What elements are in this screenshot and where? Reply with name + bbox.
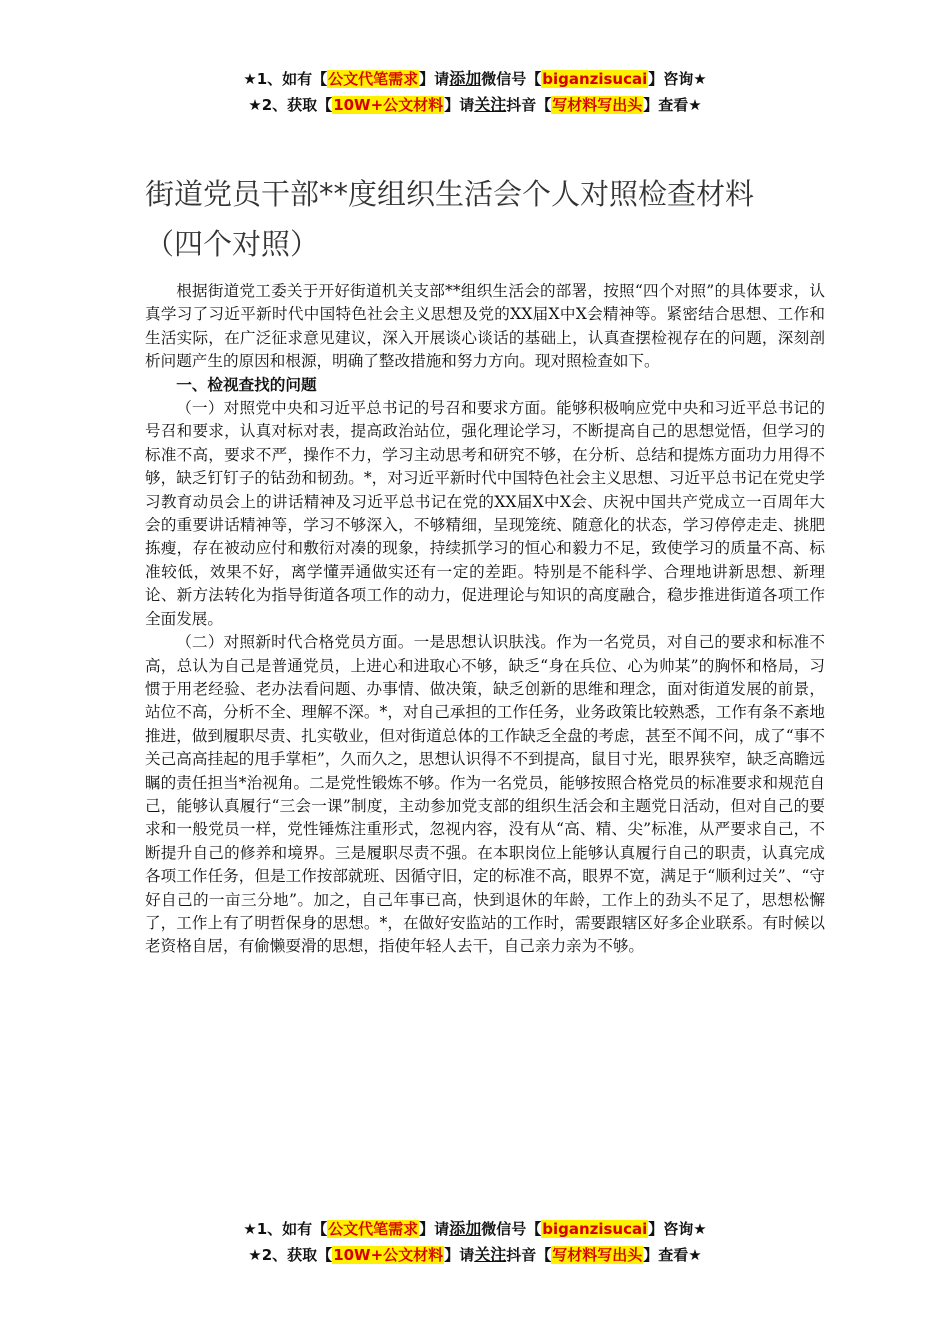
highlight-text: 10W+公文材料 [333,96,444,114]
document-title: 街道党员干部**度组织生活会个人对照检查材料（四个对照） [145,177,755,262]
promo-text: 】请 [419,1220,450,1238]
highlight-text: biganzisucai [542,70,648,88]
intro-paragraph: 根据街道党工委关于开好街道机关支部**组织生活会的部署，按照“四个对照”的具体要求，认真学习了习近平新时代中国特色社会主义思想及党的XX届X中X会精神等。紧密结合思想、工作和生活实际，在广泛征求意见建议，深入开展谈心谈话的基础上，认真查摆检视存在的问题，深刻剖析问题产生的原因和根源，明确了整改措施和努力方向。现对照检查如下。 [145,282,825,371]
promo-text: 】请 [444,1246,475,1264]
promo-banner-top [0,66,950,118]
promo-text: 抖音【 [506,96,552,114]
promo-text: 微信号【 [481,1220,542,1238]
highlight-text: 写材料写出头 [552,1246,643,1264]
promo-text: 】查看★ [643,96,702,114]
emphasis-text: 添加 [449,1219,482,1238]
promo-text: 】咨询★ [648,70,707,88]
highlight-text: 10W+公文材料 [333,1246,444,1264]
paragraph-1: （一）对照党中央和习近平总书记的号召和要求方面。能够积极响应党中央和习近平总书记的号召和要求，认真对标对表，提高政治站位，强化理论学习，不断提高自己的思想觉悟，但学习的标准不高，要求不严，操作不力，学习主动思考和研究不够，在分析、总结和提炼方面功力用得不够，缺乏钉钉子的钻劲和韧劲。*，对习近平新时代中国特色社会主义思想、习近平总书记在党史学习教育动员会上的讲话精神及习近平总书记在党的XX届X中X会、庆祝中国共产党成立一百周年大会的重要讲话精神等，学习不够深入，不够精细，呈现笼统、随意化的状态，学习停停走走、挑肥拣瘦，存在被动应付和敷衍对凑的现象，持续抓学习的恒心和毅力不足，致使学习的质量不高、标准较低，效果不好，离学懂弄通做实还有一定的差距。特别是不能科学、合理地讲新思想、新理论、新方法转化为指导街道各项工作的动力，促进理论与知识的高度融合，稳步推进街道各项工作全面发展。 [145,399,825,628]
promo-line-2 [0,92,950,118]
promo-text: 微信号【 [481,70,542,88]
promo-text: ★1、如有【 [243,70,328,88]
promo-line-1 [0,66,950,92]
paragraph-2: （二）对照新时代合格党员方面。一是思想认识肤浅。作为一名党员，对自己的要求和标准不高，总认为自己是普通党员，上进心和进取心不够，缺乏“身在兵位、心为帅某”的胸怀和格局，习惯于用老经验、老办法看问题、办事情、做决策，缺乏创新的思维和理念，面对街道发展的前景，站位不高，分析不全、理解不深。*，对自己承担的工作任务，业务政策比较熟悉，工作有条不紊地推进，做到履职尽责、扎实敬业，但对街道总体的工作缺乏全盘的考虑，甚至不闻不问，成了“事不关己高高挂起的甩手掌柜”，久而久之，思想认识得不不到提高，鼠目寸光，眼界狭窄，缺乏高瞻远瞩的责任担当*治视角。二是党性锻炼不够。作为一名党员，能够按照合格党员的标准要求和规范自己，能够认真履行“三会一课”制度，主动参加党支部的组织生活会和主题党日活动，但对自己的要求和一般党员一样，党性锤炼注重形式，忽视内容，没有从“高、精、尖”标准，从严要求自己，不断提升自己的修养和境界。三是履职尽责不强。在本职岗位上能够认真履行自己的职责，认真完成各项工作任务，但是工作按部就班、因循守旧，定的标准不高，眼界不宽，满足于“顺利过关”、“守好自己的一亩三分地”。加之，自己年事已高，快到退休的年龄，工作上的劲头不足了，思想松懈了，工作上有了明哲保身的思想。*，在做好安监站的工作时，需要跟辖区好多企业联系。有时候以老资格自居，有偷懒耍滑的思想，指使年轻人去干，自己亲力亲为不够。 [145,633,825,956]
promo-text: 】请 [444,96,475,114]
promo-text: 】查看★ [643,1246,702,1264]
emphasis-text: 添加 [449,69,482,88]
section-heading: 一、检视查找的问题 [176,375,317,394]
highlight-text: 公文代笔需求 [328,1220,419,1238]
document-body [145,280,825,959]
promo-text: 抖音【 [506,1246,552,1264]
promo-banner-bottom [0,1216,950,1268]
promo-line-2 [0,1242,950,1268]
promo-text: ★2、获取【 [248,1246,333,1264]
emphasis-text: 关注 [474,95,507,114]
promo-text: ★1、如有【 [243,1220,328,1238]
promo-text: 】咨询★ [648,1220,707,1238]
emphasis-text: 关注 [474,1245,507,1264]
promo-text: 】请 [419,70,450,88]
highlight-text: 写材料写出头 [552,96,643,114]
highlight-text: biganzisucai [542,1220,648,1238]
promo-line-1 [0,1216,950,1242]
highlight-text: 公文代笔需求 [328,70,419,88]
promo-text: ★2、获取【 [248,96,333,114]
